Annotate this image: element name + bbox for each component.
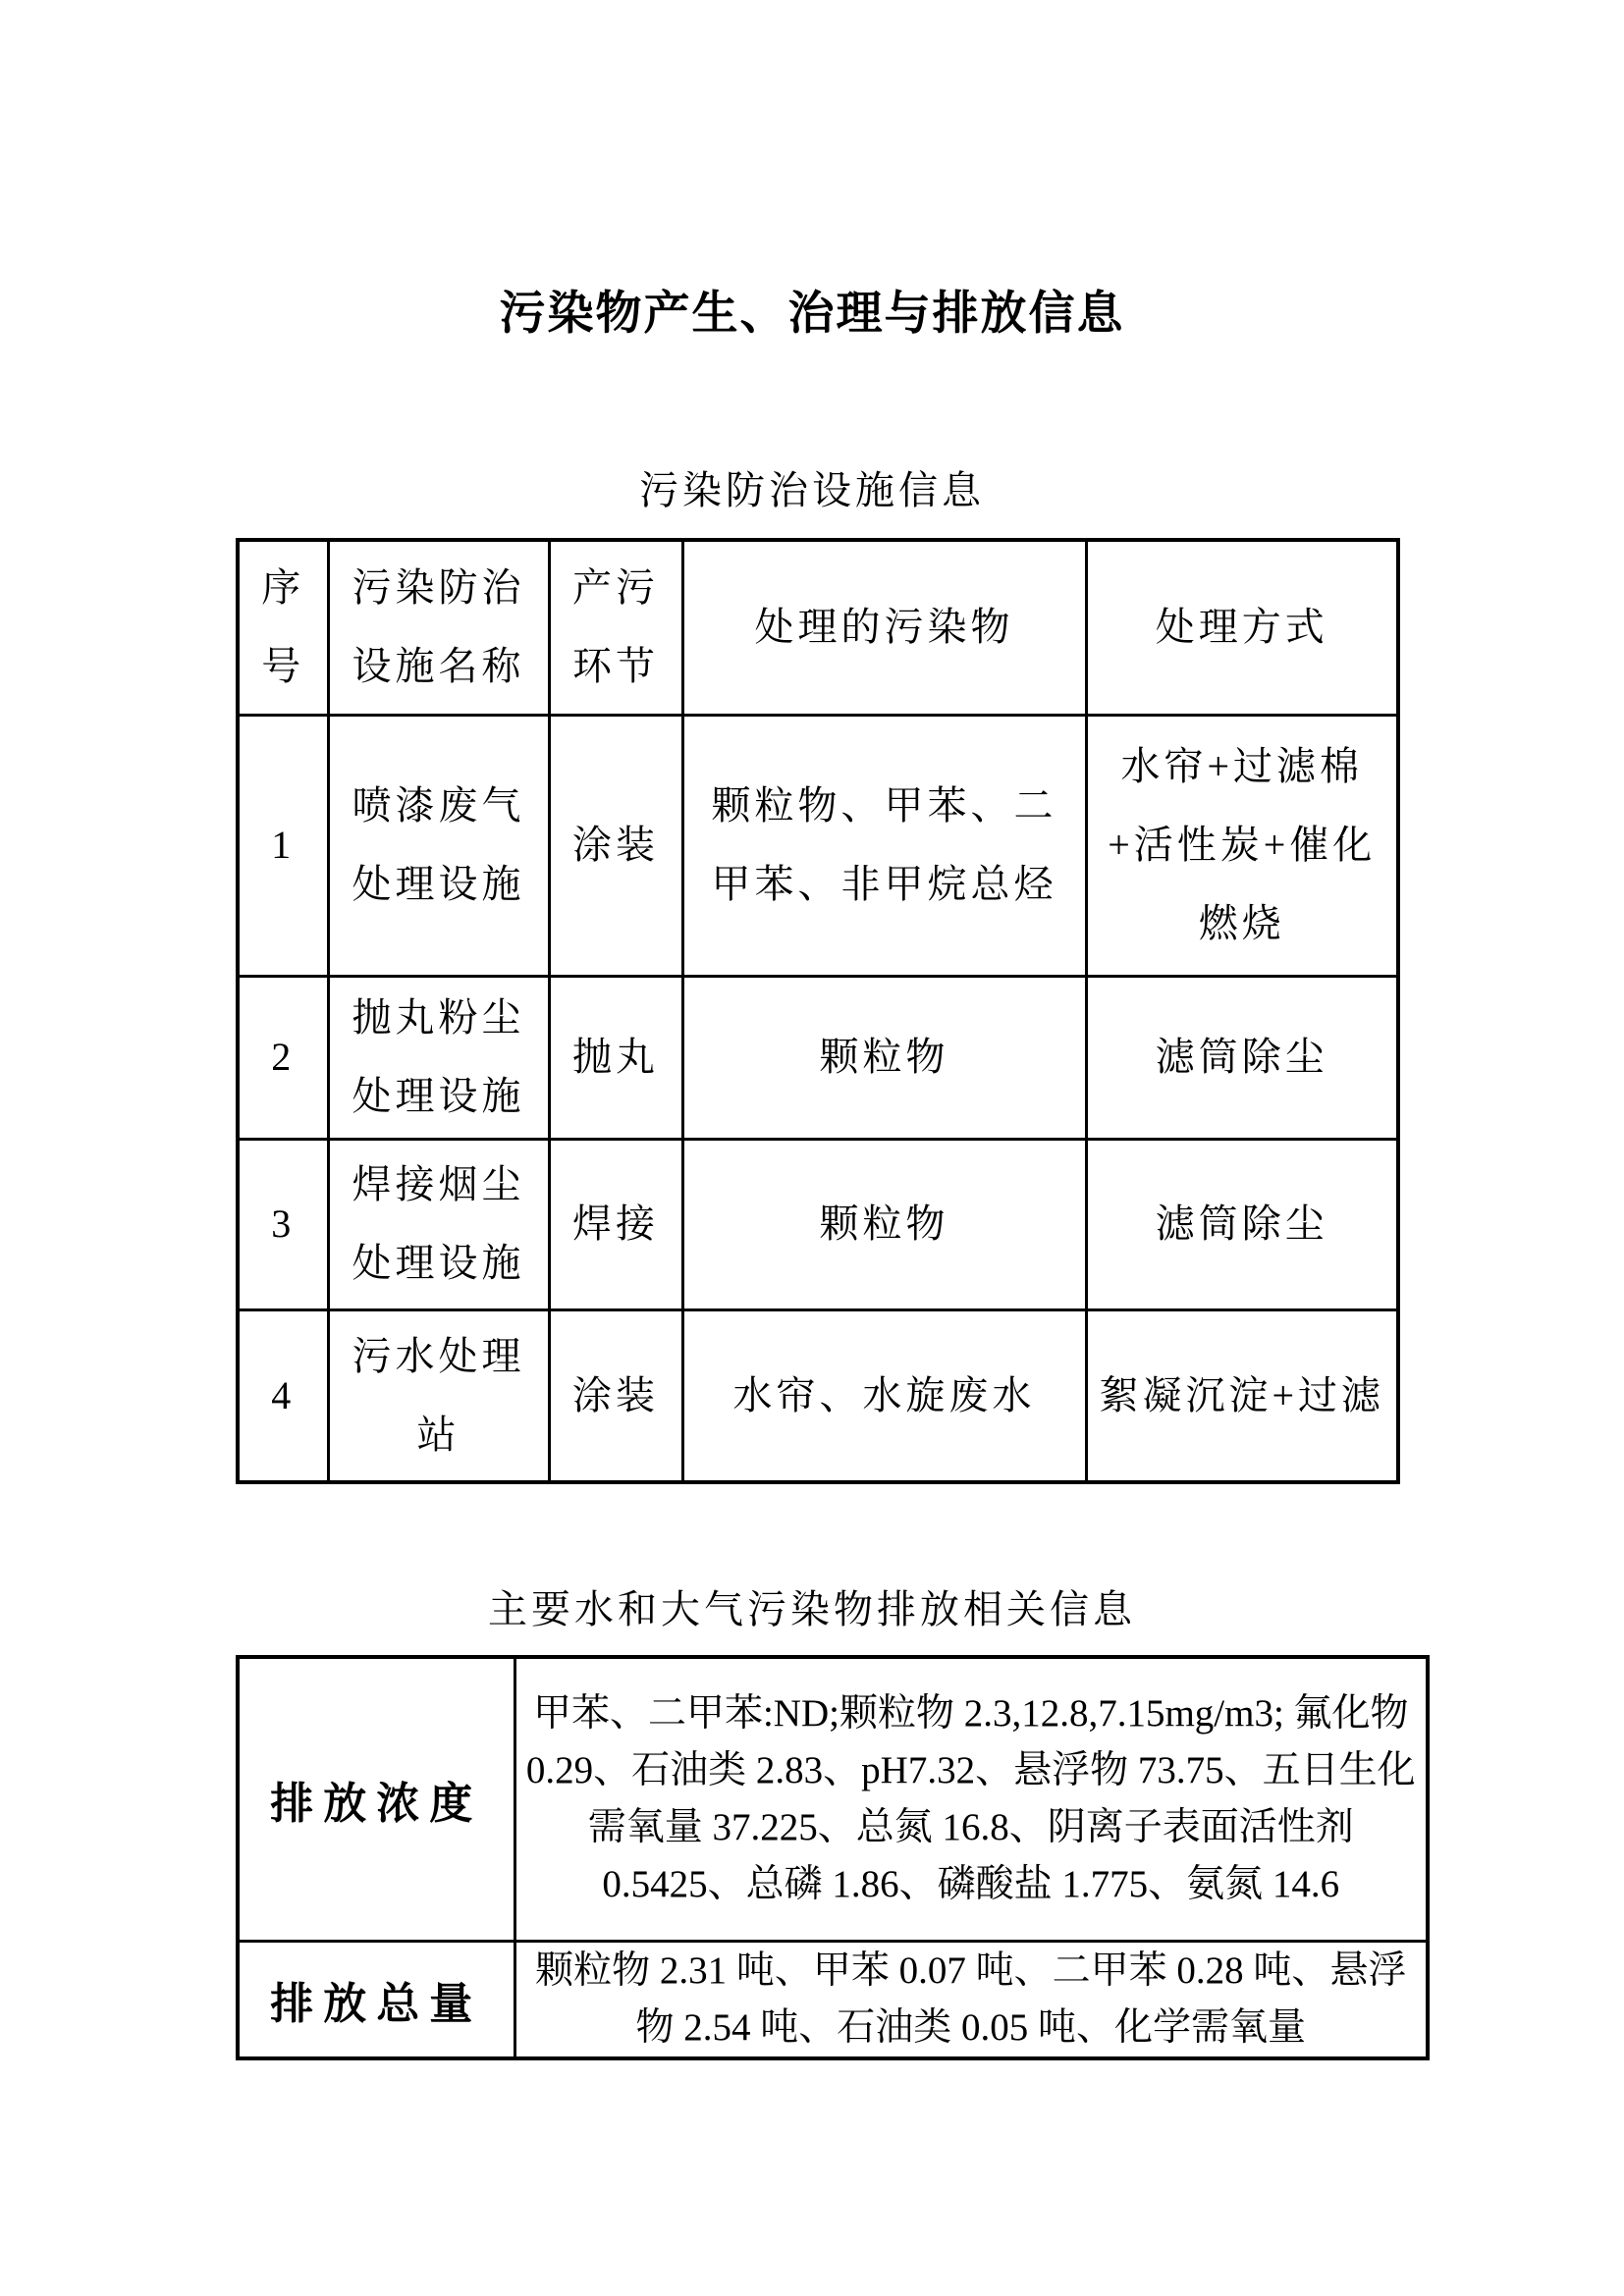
emissions-table (236, 1655, 1430, 2060)
cell-method: 滤筒除尘 (1086, 1139, 1398, 1309)
cell-pollutants: 颗粒物、甲苯、二甲苯、非甲烷总烃 (682, 715, 1086, 976)
header-cell-pollutants: 处理的污染物 (682, 540, 1086, 715)
table-row (238, 715, 1398, 976)
emission-total-value: 颗粒物 2.31 吨、甲苯 0.07 吨、二甲苯 0.28 吨、悬浮物 2.54 吨、石油类 0.05 吨、化学需氧量 (514, 1941, 1428, 2058)
emission-concentration-label: 排放浓度 (238, 1657, 514, 1941)
cell-pollutants: 颗粒物 (682, 976, 1086, 1139)
header-cell-no: 序号 (238, 540, 328, 715)
table-row (238, 1309, 1398, 1482)
cell-method: 絮凝沉淀+过滤 (1086, 1309, 1398, 1482)
table-row (238, 976, 1398, 1139)
emission-total-label: 排放总量 (238, 1941, 514, 2058)
facilities-table (236, 538, 1400, 1484)
cell-stage: 涂装 (549, 1309, 682, 1482)
header-cell-stage: 产污环节 (549, 540, 682, 715)
header-cell-method: 处理方式 (1086, 540, 1398, 715)
cell-pollutants: 颗粒物 (682, 1139, 1086, 1309)
cell-facility-name: 喷漆废气处理设施 (328, 715, 549, 976)
cell-facility-name: 污水处理站 (328, 1309, 549, 1482)
cell-facility-name: 焊接烟尘处理设施 (328, 1139, 549, 1309)
table-row (238, 1657, 1428, 1941)
cell-method: 滤筒除尘 (1086, 976, 1398, 1139)
page-title: 污染物产生、治理与排放信息 (499, 289, 1125, 340)
cell-method: 水帘+过滤棉+活性炭+催化燃烧 (1086, 715, 1398, 976)
cell-facility-name: 抛丸粉尘处理设施 (328, 976, 549, 1139)
cell-no: 2 (238, 976, 328, 1139)
table-row (238, 1941, 1428, 2058)
facilities-header-row (238, 540, 1398, 715)
emission-concentration-value: 甲苯、二甲苯:ND;颗粒物 2.3,12.8,7.15mg/m3; 氟化物 0.29、石油类 2.83、pH7.32、悬浮物 73.75、五日生化需氧量 37.225、总氮 16.8、阴离子表面活性剂 0.5425、总磷 1.86、磷酸盐 1.775、氨氮 14.6 (514, 1657, 1428, 1941)
cell-stage: 焊接 (549, 1139, 682, 1309)
table-row (238, 1139, 1398, 1309)
header-cell-facility-name: 污染防治设施名称 (328, 540, 549, 715)
facilities-section-heading: 污染防治设施信息 (639, 468, 985, 512)
cell-no: 4 (238, 1309, 328, 1482)
cell-pollutants: 水帘、水旋废水 (682, 1309, 1086, 1482)
cell-stage: 抛丸 (549, 976, 682, 1139)
cell-no: 1 (238, 715, 328, 976)
emissions-section-heading: 主要水和大气污染物排放相关信息 (488, 1587, 1136, 1631)
cell-no: 3 (238, 1139, 328, 1309)
cell-stage: 涂装 (549, 715, 682, 976)
